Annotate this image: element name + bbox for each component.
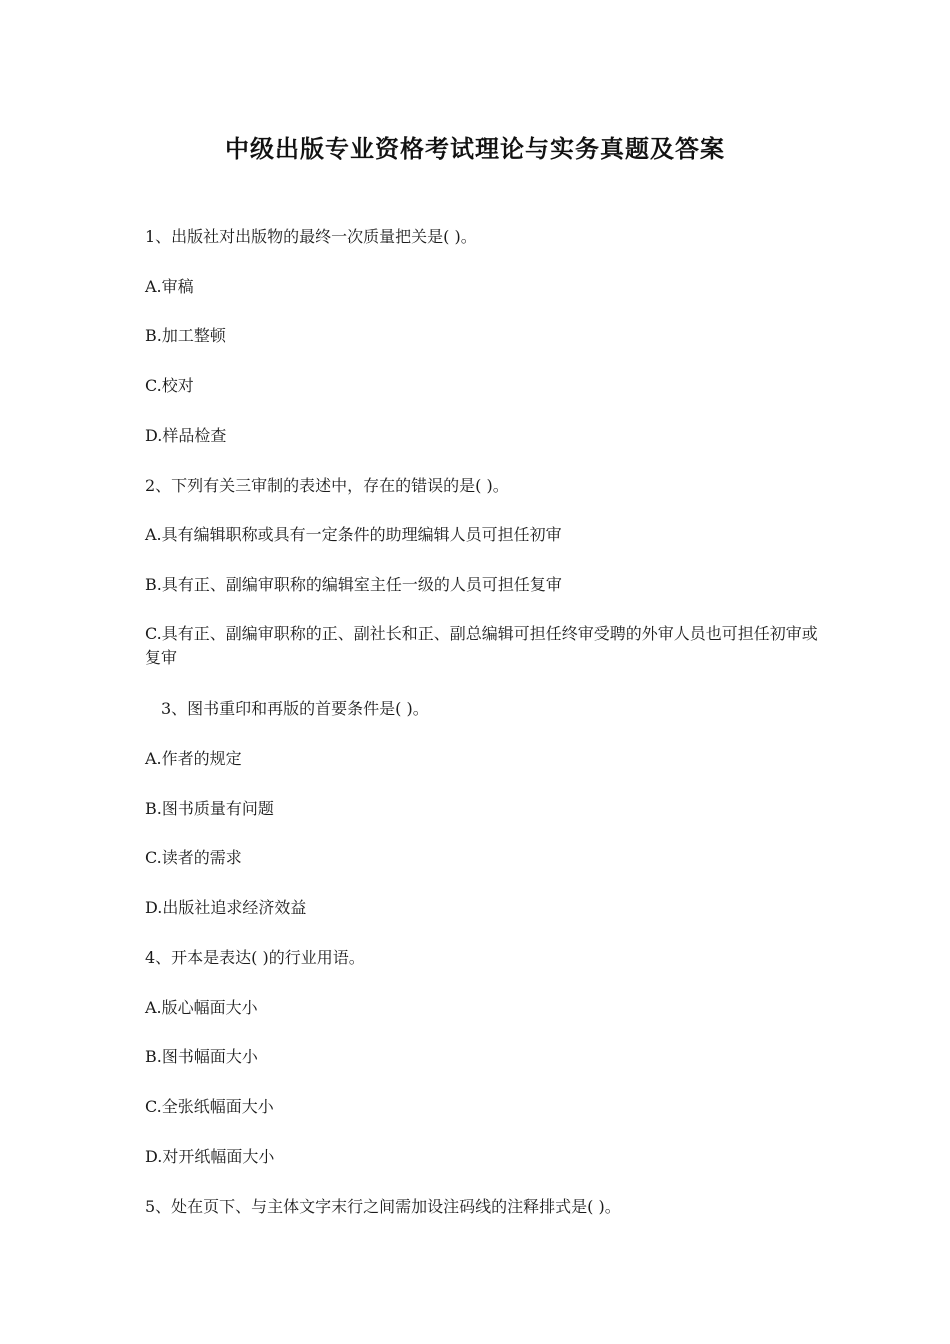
document-title: 中级出版专业资格考试理论与实务真题及答案 (225, 134, 725, 163)
question-4-option-d: D.对开纸幅面大小 (145, 1147, 275, 1166)
question-2-option-a: A.具有编辑职称或具有一定条件的助理编辑人员可担任初审 (145, 525, 562, 544)
question-5: 5、处在页下、与主体文字末行之间需加设注码线的注释排式是( )。 (145, 1197, 621, 1216)
question-3-option-a: A.作者的规定 (145, 749, 242, 768)
question-1-option-a: A.审稿 (145, 277, 194, 296)
question-3: 3、图书重印和再版的首要条件是( )。 (161, 699, 429, 718)
question-4-option-c: C.全张纸幅面大小 (145, 1097, 274, 1116)
question-2-option-b: B.具有正、副编审职称的编辑室主任一级的人员可担任复审 (145, 575, 562, 594)
question-1-option-c: C.校对 (145, 376, 194, 395)
question-1-option-d: D.样品检查 (145, 426, 227, 445)
question-4-option-b: B.图书幅面大小 (145, 1047, 258, 1066)
question-1-option-b: B.加工整顿 (145, 326, 226, 345)
question-3-option-b: B.图书质量有问题 (145, 799, 274, 818)
question-2: 2、下列有关三审制的表述中，存在的错误的是( )。 (145, 476, 509, 495)
question-3-option-d: D.出版社追求经济效益 (145, 898, 307, 917)
question-1: 1、出版社对出版物的最终一次质量把关是( )。 (145, 227, 477, 246)
question-4: 4、开本是表达( )的行业用语。 (145, 948, 365, 967)
question-2-option-c: C.具有正、副编审职称的正、副社长和正、副总编辑可担任终审受聘的外审人员也可担任初审或复审 (145, 624, 818, 667)
question-4-option-a: A.版心幅面大小 (145, 998, 258, 1017)
question-3-option-c: C.读者的需求 (145, 848, 242, 867)
